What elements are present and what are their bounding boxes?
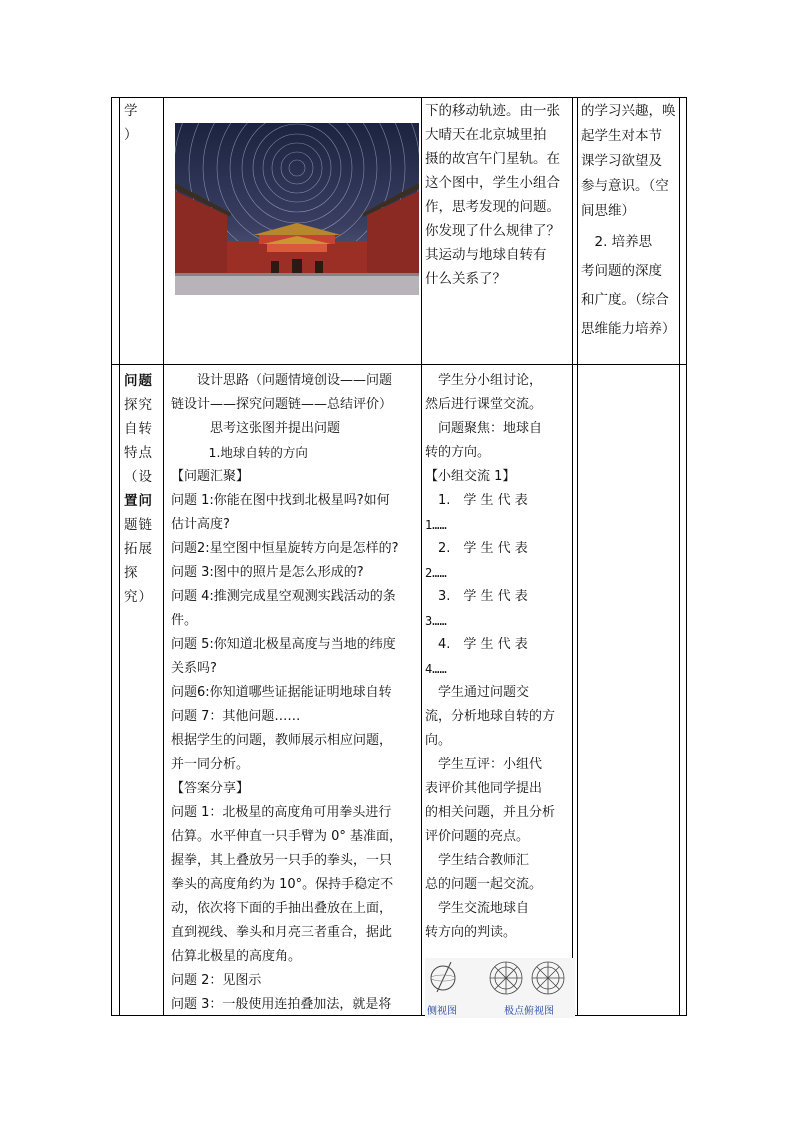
- text-line: 课学习欲望及: [581, 153, 662, 169]
- text-line: 转的方向。: [425, 445, 491, 460]
- text-line: 【小组交流 1】: [425, 469, 516, 484]
- text-line: （设: [124, 469, 153, 485]
- text-line: 学生互评：小组代: [425, 757, 543, 772]
- text-line: 摄的故宫午门星轨。在: [425, 151, 560, 167]
- text-line: 思考这张图并提出问题: [171, 421, 341, 436]
- text-line: 4……: [425, 662, 447, 676]
- polar-view-label: 极点俯视图: [504, 1006, 554, 1017]
- text-line: 握拳，其上叠放另一只手的拳头，一只: [171, 853, 393, 868]
- text-line: 起学生对本节: [581, 128, 662, 144]
- text-line: 学生通过问题交: [425, 685, 530, 700]
- earth-rotation-diagram: [425, 958, 575, 1018]
- text-line: 1. 学 生 代 表: [425, 493, 528, 508]
- side-view-label: 侧视图: [427, 1006, 457, 1017]
- row2-col3-text: [425, 369, 573, 945]
- text-line: ）: [124, 127, 139, 143]
- text-line: 问题 1：北极星的高度角可用拳头进行: [171, 805, 392, 820]
- text-line: 问题2:星空图中恒星旋转方向是怎样的?: [171, 541, 399, 556]
- text-line: 问题 3:图中的照片是怎么形成的?: [171, 565, 364, 580]
- text-line: 学生交流地球自: [425, 901, 530, 916]
- row1-col1-text: [124, 99, 158, 147]
- text-line: 链设计——探究问题链——总结评价）: [171, 397, 393, 412]
- text-line: 【答案分享】: [171, 781, 250, 796]
- outer-left-border: [111, 97, 112, 1016]
- text-line: 设计思路（问题情境创设——问题: [171, 373, 393, 388]
- text-line: 然后进行课堂交流。: [425, 397, 543, 412]
- col2-right-border: [421, 97, 422, 1016]
- text-line: 的学习兴趣，唤: [581, 103, 676, 119]
- outer-right-border: [686, 97, 687, 1016]
- star-trail-photo: [175, 123, 419, 295]
- text-line: 问题6:你知道哪些证据能证明地球自转: [171, 685, 392, 700]
- text-line: 题链: [124, 517, 153, 533]
- text-line: 什么关系了？: [425, 271, 506, 287]
- text-line: 估算。水平伸直一只手臂为 0° 基准面，: [171, 829, 403, 844]
- text-line: 2. 培养思: [581, 234, 653, 250]
- text-line: 动，依次将下面的手抽出叠放在上面，: [171, 901, 393, 916]
- text-line: 表评价其他同学提出: [425, 781, 543, 796]
- col1-left-border: [119, 97, 120, 1016]
- text-line: 大晴天在北京城里拍: [425, 127, 547, 143]
- text-line: 学生分小组讨论，: [425, 373, 543, 388]
- text-line: 1.地球自转的方向: [171, 445, 308, 460]
- text-line: 直到视线、拳头和月亮三者重合，据此: [171, 925, 393, 940]
- row2-col1-text: [124, 369, 158, 609]
- text-line: 的相关问题，并且分析: [425, 805, 556, 820]
- text-line: 和广度。（综合: [581, 292, 669, 308]
- text-line: 【问题汇聚】: [171, 469, 250, 484]
- row1-col3-text: [425, 99, 573, 291]
- text-line: 转方向的判读。: [425, 925, 517, 940]
- text-line: 1……: [425, 518, 447, 532]
- text-line: 问题 7：其他问题……: [171, 709, 301, 724]
- text-line: 这个图中，学生小组合: [425, 175, 560, 191]
- text-line: 估算北极星的高度角。: [171, 949, 302, 964]
- text-line: 问题 4:推测完成星空观测实践活动的条: [171, 589, 396, 604]
- text-line: 置问: [124, 493, 153, 509]
- text-line: 总的问题一起交流。: [425, 877, 543, 892]
- text-line: 根据学生的问题，教师展示相应问题，: [171, 733, 393, 748]
- text-line: 自转: [124, 421, 153, 437]
- text-line: 问题 5:你知道北极星高度与当地的纬度: [171, 637, 396, 652]
- text-line: 4. 学 生 代 表: [425, 637, 528, 652]
- row2-col2-text: [171, 369, 421, 1017]
- text-line: 间思维）: [581, 203, 635, 219]
- text-line: 2……: [425, 566, 447, 580]
- text-line: 考问题的深度: [581, 263, 662, 279]
- table-top-border: [111, 97, 686, 98]
- text-line: 问题 1:你能在图中找到北极星吗?如何: [171, 493, 390, 508]
- text-line: 问题 2：见图示: [171, 973, 262, 988]
- text-line: 特点: [124, 445, 153, 461]
- col1-right-border: [163, 97, 164, 1016]
- text-line: 参与意识。（空: [581, 178, 669, 194]
- text-line: 估计高度?: [171, 517, 230, 532]
- text-line: 问题: [124, 373, 153, 389]
- text-line: 并一同分析。: [171, 757, 250, 772]
- text-line: 拓展: [124, 541, 153, 557]
- text-line: 其运动与地球自转有: [425, 247, 547, 263]
- text-line: 问题聚焦：地球自: [425, 421, 543, 436]
- text-line: 向。: [425, 733, 452, 748]
- text-line: 3……: [425, 614, 447, 628]
- text-line: 关系吗?: [171, 661, 217, 676]
- photo-svg: [175, 123, 419, 295]
- col3-right-border-2: [577, 97, 578, 1016]
- text-line: 你发现了什么规律了？: [425, 223, 560, 239]
- text-line: 评价问题的亮点。: [425, 829, 530, 844]
- text-line: 2. 学 生 代 表: [425, 541, 528, 556]
- col4-right-border: [679, 97, 680, 1016]
- text-line: 探究: [124, 397, 153, 413]
- text-line: 流，分析地球自转的方: [425, 709, 556, 724]
- row1-col4-text: [581, 99, 679, 342]
- row-divider: [111, 364, 686, 365]
- text-line: 学: [124, 103, 139, 119]
- text-line: 学生结合教师汇: [425, 853, 530, 868]
- text-line: 件。: [171, 613, 198, 628]
- text-line: 下的移动轨迹。由一张: [425, 103, 560, 119]
- text-line: 作，思考发现的问题。: [425, 199, 560, 215]
- text-line: 思维能力培养）: [581, 321, 676, 337]
- text-line: 3. 学 生 代 表: [425, 589, 528, 604]
- text-line: 探究）: [124, 565, 153, 605]
- text-line: 拳头的高度角约为 10°。保持手稳定不: [171, 877, 394, 892]
- text-line: 问题 3：一般使用连拍叠加法，就是将: [171, 997, 392, 1012]
- diagram-svg: [425, 958, 575, 1002]
